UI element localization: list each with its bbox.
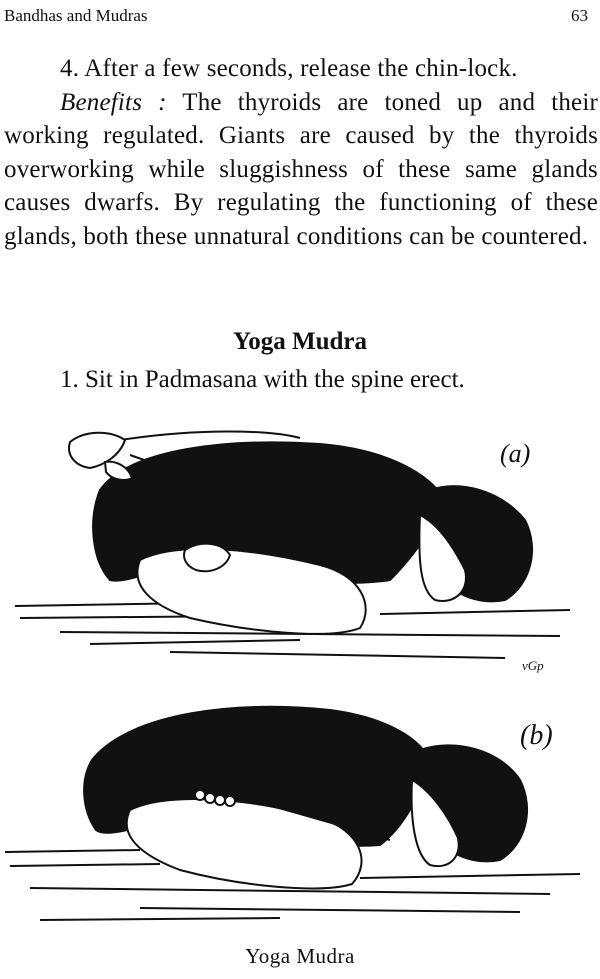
running-header: Bandhas and Mudras [4,6,148,25]
benefits-text: The thyroids are toned up and their working regulated. Giants are caused by the thyroids overworking while sluggishness of these same glands causes dwarfs. By regulating the functioning of these glands, both these unnatural conditions can be countered. [4,88,599,250]
figure-a-drawing [15,432,570,659]
figure-caption: Yoga Mudra [245,944,355,968]
benefits-paragraph [4,86,598,254]
page-number: 63 [571,6,588,25]
benefits-label: Benefits : [60,88,167,116]
step-1-paragraph: 1. Sit in Padmasana with the spine erect. [60,366,465,393]
figure-a-label: (a) [500,439,531,468]
figure-b-drawing [5,707,580,920]
figure-b-label: (b) [520,720,553,751]
artist-signature: vGp [522,658,544,673]
body-text [4,52,598,253]
yoga-mudra-illustration [0,400,600,940]
step-4-paragraph: 4. After a few seconds, release the chin-lock. [60,55,518,82]
section-title: Yoga Mudra [232,328,368,355]
